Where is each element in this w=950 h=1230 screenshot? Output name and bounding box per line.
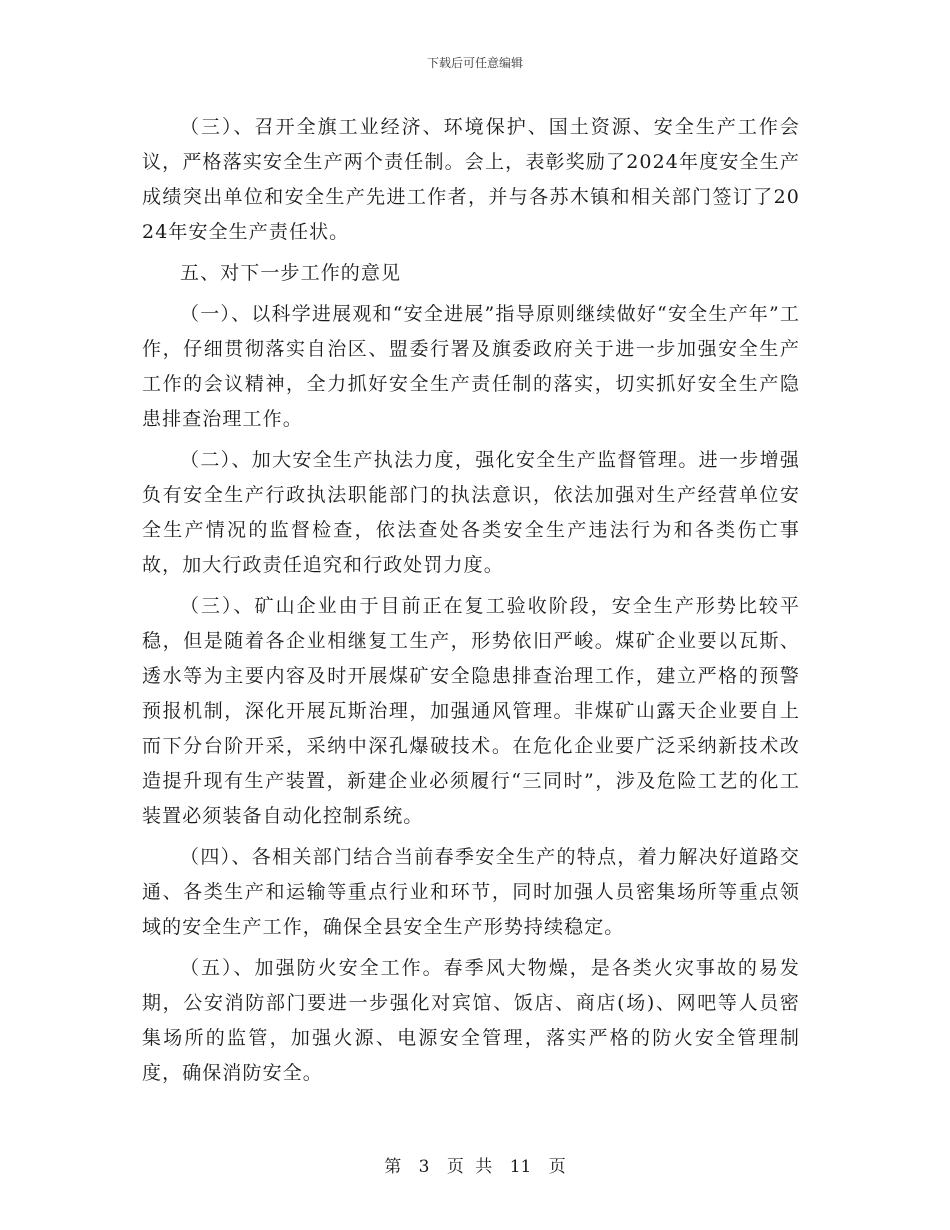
current-page-number: 3 <box>418 1157 430 1177</box>
paragraph-item-5: （五）、加强防火安全工作。春季风大物燥，是各类火灾事故的易发期，公安消防部门要进一步强化对宾馆、饭店、商店(场)、网吧等人员密集场所的监管，加强火源、电源安全管理，落实严格的防火安全管理制度，确保消防安全。 <box>142 957 800 1084</box>
page-footer <box>0 1152 950 1177</box>
footer-prefix: 第 <box>384 1157 402 1177</box>
paragraph-item-2: （二）、加大安全生产执法力度，强化安全生产监督管理。进一步增强负有安全生产行政执法职能部门的执法意识，依法加强对生产经营单位安全生产情况的监督检查，依法查处各类安全生产违法行为和各类伤亡事故，加大行政责任追究和行政处罚力度。 <box>142 449 800 576</box>
footer-middle: 页 共 <box>446 1157 493 1177</box>
section-heading-next-steps: 五、对下一步工作的意见 <box>180 262 402 284</box>
paragraph-item-4: （四）、各相关部门结合当前春季安全生产的特点，着力解决好道路交通、各类生产和运输等重点行业和环节，同时加强人员密集场所等重点领域的安全生产工作，确保全县安全生产形势持续稳定。 <box>142 846 800 938</box>
paragraph-item-3: （三）、矿山企业由于目前正在复工验收阶段，安全生产形势比较平稳，但是随着各企业相继复工生产，形势依旧严峻。煤矿企业要以瓦斯、透水等为主要内容及时开展煤矿安全隐患排查治理工作，建立严格的预警预报机制，深化开展瓦斯治理，加强通风管理。非煤矿山露天企业要自上而下分台阶开采，采纳中深孔爆破技术。在危化企业要广泛采纳新技术改造提升现有生产装置，新建企业必须履行“三同时”，涉及危险工艺的化工装置必须装备自动化控制系统。 <box>142 595 800 827</box>
document-body <box>142 110 800 1097</box>
paragraph-item-1: （一）、以科学进展观和“安全进展”指导原则继续做好“安全生产年”工作，仔细贯彻落实自治区、盟委行署及旗委政府关于进一步加强安全生产工作的会议精神，全力抓好安全生产责任制的落实，切实抓好安全生产隐患排查治理工作。 <box>142 303 800 430</box>
header-note: 下载后可任意编辑 <box>426 56 523 70</box>
paragraph-meeting-summary: （三）、召开全旗工业经济、环境保护、国土资源、安全生产工作会议，严格落实安全生产两个责任制。会上，表彰奖励了2024年度安全生产成绩突出单位和安全生产先进工作者，并与各苏木镇和相关部门签订了2024年安全生产责任状。 <box>142 116 800 243</box>
total-page-count: 11 <box>509 1157 532 1177</box>
footer-suffix: 页 <box>548 1157 566 1177</box>
